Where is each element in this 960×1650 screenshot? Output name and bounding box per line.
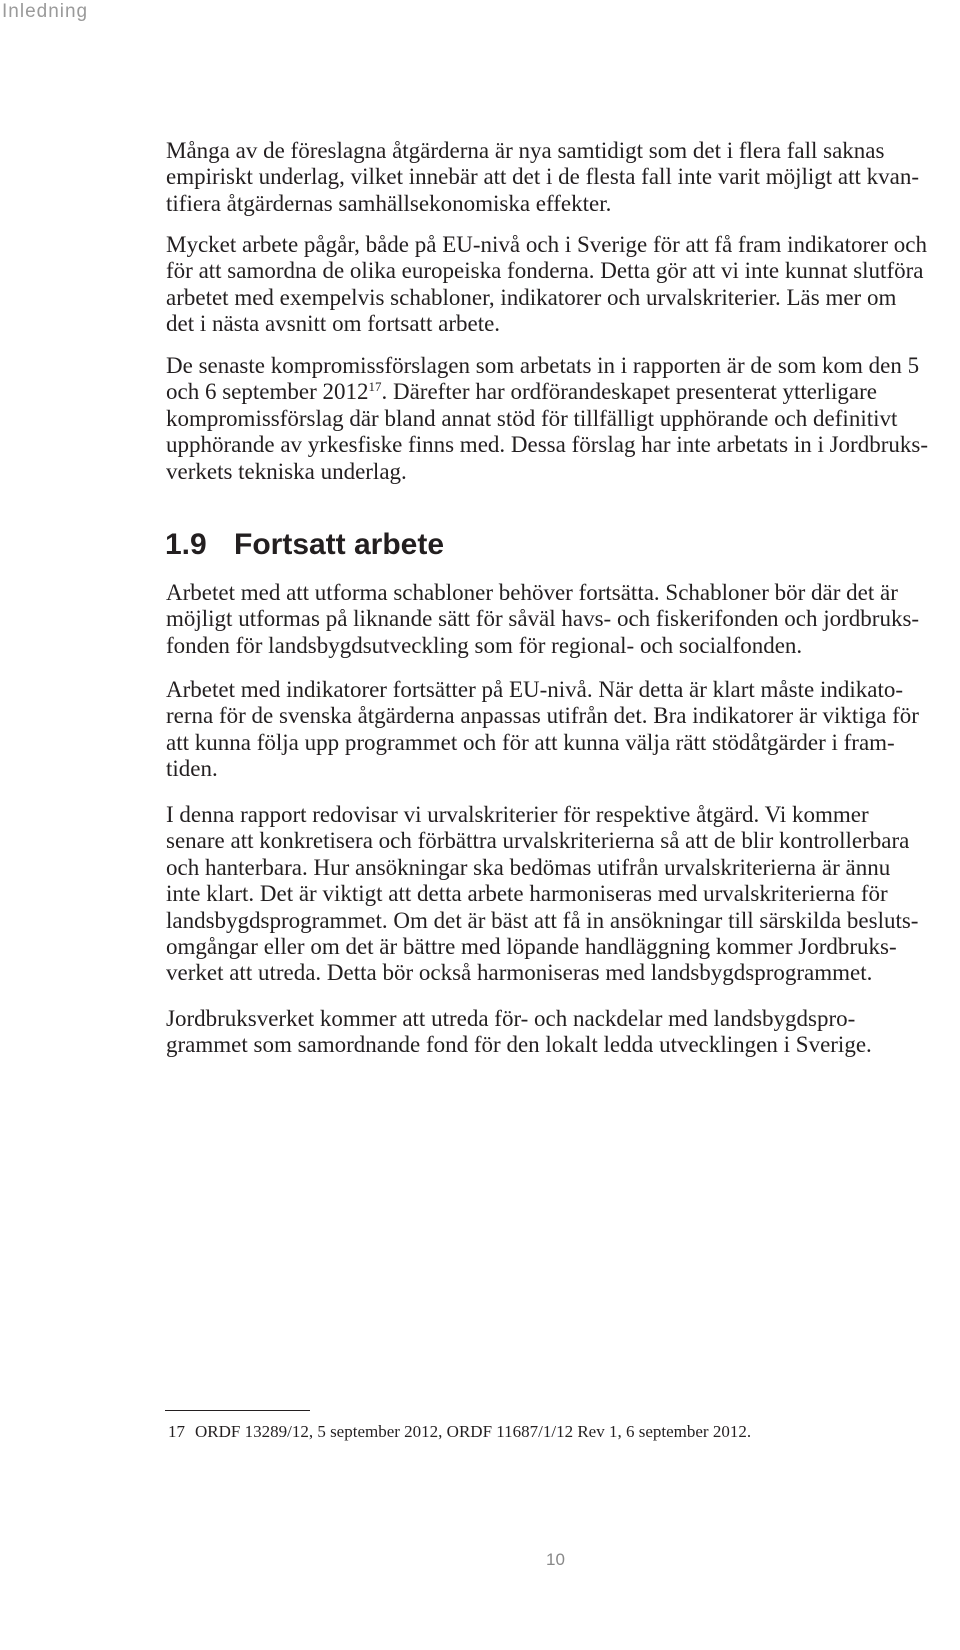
section-paragraph-3 (166, 802, 918, 987)
text-line: grammet som samordnande fond för den lokalt ledda utvecklingen i Sverige. (166, 1032, 872, 1058)
section-paragraph-1 (166, 580, 919, 659)
text-line: arbetet med exempelvis schabloner, indikatorer och urvalskriterier. Läs mer om (166, 284, 897, 310)
section-paragraph-2 (166, 677, 919, 783)
paragraph-3 (166, 353, 928, 485)
text-line: Många av de föreslagna åtgärderna är nya samtidigt som det i flera fall saknas (166, 138, 885, 163)
text-line: landsbygdsprogrammet. Om det är bäst att få in ansökningar till särskilda besluts- (166, 907, 919, 933)
text-line: De senaste kompromissförslagen som arbetats in i rapporten är de som kom den 5 (166, 353, 920, 378)
text-line: Mycket arbete pågår, både på EU-nivå och i Sverige för att få fram indikatorer och (166, 232, 927, 257)
text-line: rerna för de svenska åtgärderna anpassas utifrån det. Bra indikatorer är viktiga för (166, 703, 919, 729)
section-heading (165, 527, 444, 563)
footnote-divider (165, 1410, 310, 1411)
text-line: tiden. (166, 756, 218, 782)
text-line: tifiera åtgärdernas samhällsekonomiska effekter. (166, 190, 612, 216)
text-line: verkets tekniska underlag. (166, 458, 407, 484)
text-line: Arbetet med att utforma schabloner behöver fortsätta. Schabloner bör där det är (166, 580, 898, 605)
text-segment: . Därefter har ordförandeskapet presenterat ytterligare (381, 379, 877, 405)
text-line: I denna rapport redovisar vi urvalskriterier för respektive åtgärd. Vi kommer (166, 802, 869, 827)
text-line: Jordbruksverket kommer att utreda för- och nackdelar med landsbygdspro- (166, 1006, 856, 1031)
text-line: och hanterbara. Hur ansökningar ska bedömas utifrån urvalskriterierna är ännu (166, 854, 891, 880)
section-number: 1.9 (165, 528, 207, 561)
footnote (168, 1421, 751, 1443)
text-line: Arbetet med indikatorer fortsätter på EU-nivå. När detta är klart måste indikato- (166, 677, 903, 702)
text-line: det i nästa avsnitt om fortsatt arbete. (166, 311, 501, 337)
paragraph-1 (166, 138, 919, 217)
footnote-text: ORDF 13289/12, 5 september 2012, ORDF 11687/1/12 Rev 1, 6 september 2012. (195, 1422, 752, 1441)
paragraph-2 (166, 232, 927, 338)
text-line (166, 379, 928, 405)
text-line: inte klart. Det är viktigt att detta arbete harmoniseras med urvalskriterierna för (166, 881, 888, 907)
text-line: för att samordna de olika europeiska fonderna. Detta gör att vi inte kunnat slutföra (166, 258, 924, 284)
text-segment: och 6 september 2012 (166, 379, 369, 405)
text-line: empiriskt underlag, vilket innebär att det i de flesta fall inte varit möjligt att kvan- (166, 164, 920, 190)
text-line: fonden för landsbygdsutveckling som för regional- och socialfonden. (166, 632, 803, 658)
text-line: senare att konkretisera och förbättra urvalskriterierna så att de blir kontrollerbara (166, 828, 910, 854)
text-line: omgångar eller om det är bättre med löpande handläggning kommer Jordbruks- (166, 934, 897, 960)
running-header: Inledning (2, 1, 89, 22)
text-line: kompromissförslag där bland annat stöd för tillfälligt upphörande och definitivt (166, 405, 898, 431)
footnote-number: 17 (168, 1422, 185, 1441)
page-number: 10 (546, 1550, 565, 1569)
text-line: verket att utreda. Detta bör också harmoniseras med landsbygdsprogrammet. (166, 960, 873, 986)
text-line: att kunna följa upp programmet och för att kunna välja rätt stödåtgärder i fram- (166, 729, 895, 755)
section-title: Fortsatt arbete (234, 528, 445, 561)
text-line: upphörande av yrkesfiske finns med. Dessa förslag har inte arbetats in i Jordbruks- (166, 432, 928, 458)
footnote-reference[interactable]: 17 (368, 379, 382, 395)
text-line: möjligt utformas på liknande sätt för såväl havs- och fiskerifonden och jordbruks- (166, 606, 920, 632)
section-paragraph-4 (166, 1006, 872, 1059)
